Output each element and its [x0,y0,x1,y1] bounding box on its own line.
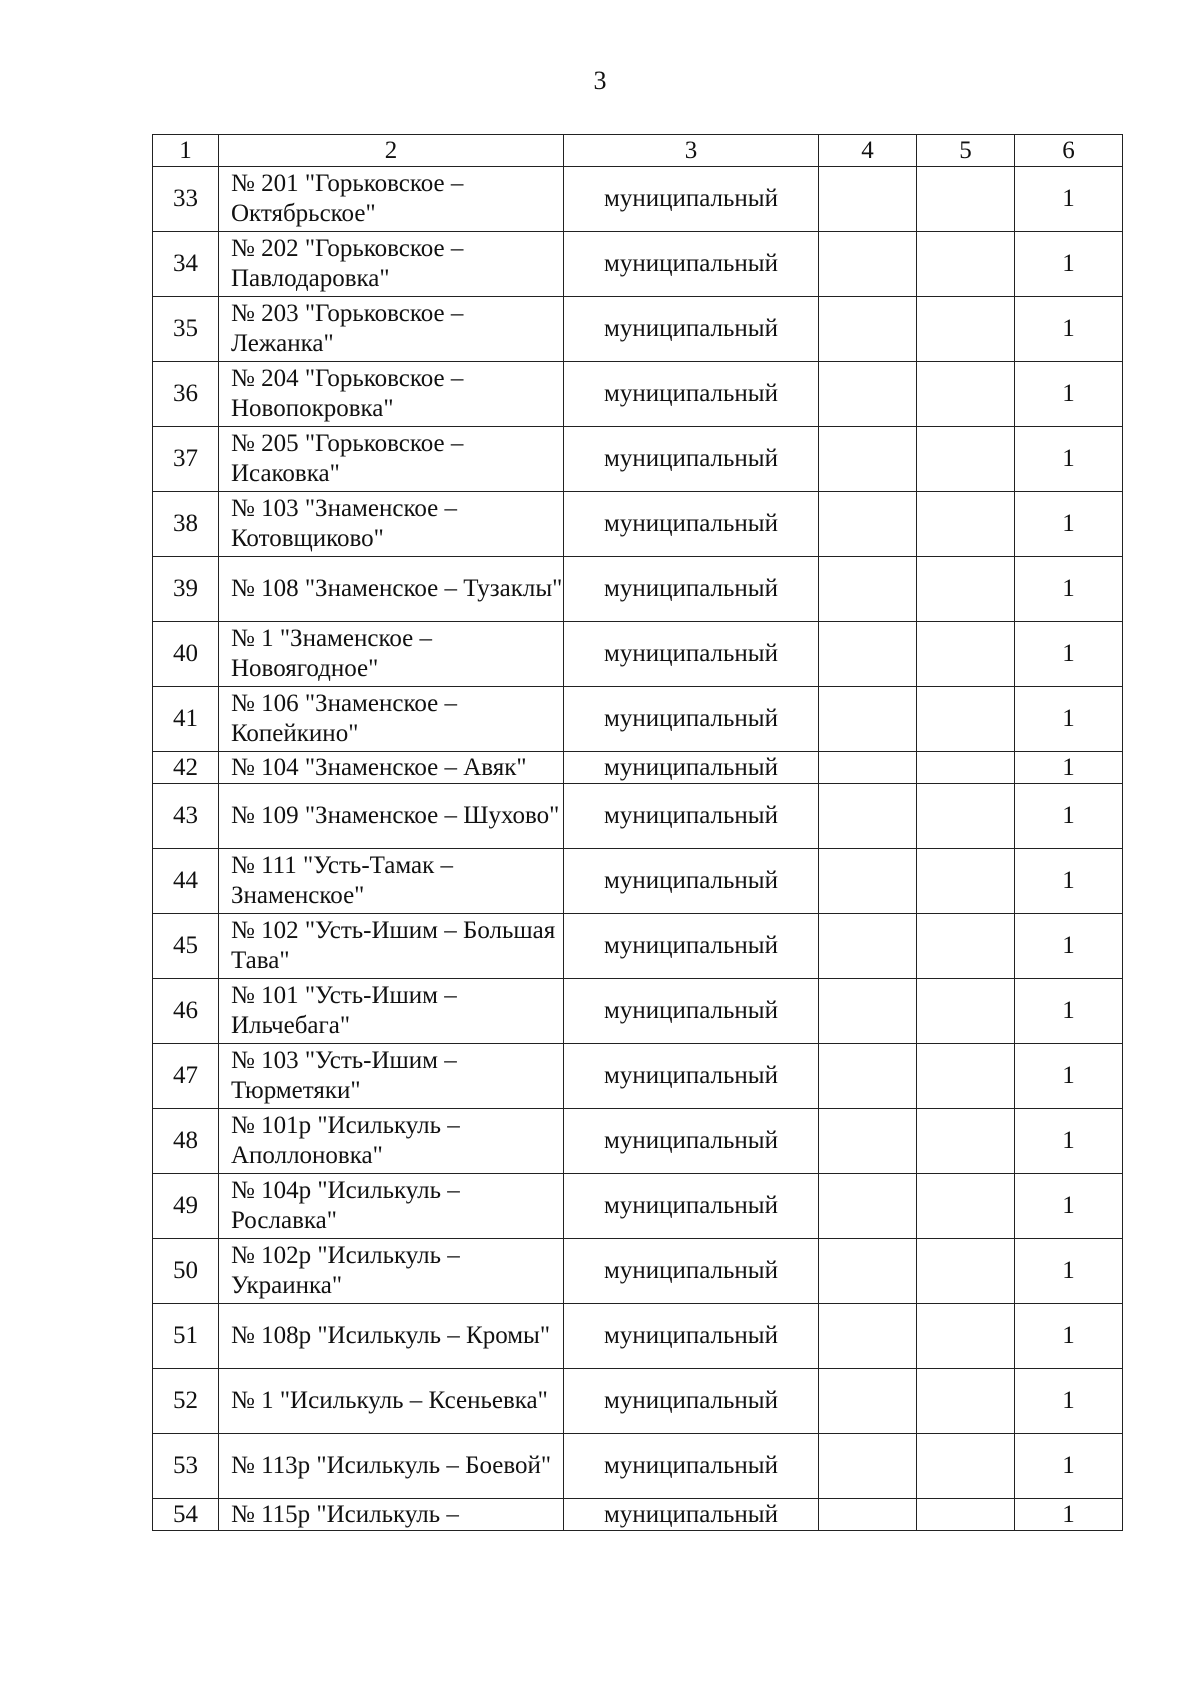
route-type-cell: муниципальный [564,1369,819,1434]
route-name-cell: № 103 "Усть-Ишим – Тюрметяки" [219,1044,564,1109]
column-5-cell [917,1044,1015,1109]
column-6-cell: 1 [1015,1174,1123,1239]
route-name-cell: № 115р "Исилькуль – [219,1499,564,1531]
route-name-cell: № 111 "Усть-Тамак – Знаменское" [219,849,564,914]
page-number: 3 [593,66,607,95]
route-type-cell: муниципальный [564,752,819,784]
route-name-cell: № 108 "Знаменское – Тузаклы" [219,557,564,622]
route-type-cell: муниципальный [564,167,819,232]
route-type-cell: муниципальный [564,979,819,1044]
column-4-cell [819,1174,917,1239]
route-type-cell: муниципальный [564,914,819,979]
column-4-cell [819,1369,917,1434]
column-5-cell [917,1239,1015,1304]
route-name-cell: № 203 "Горьковское – Лежанка" [219,297,564,362]
route-name-cell: № 104 "Знаменское – Авяк" [219,752,564,784]
row-number-cell: 36 [153,362,219,427]
column-5-cell [917,1369,1015,1434]
column-4-cell [819,492,917,557]
row-number-cell: 41 [153,687,219,752]
header-cell: 1 [153,135,219,167]
table-row [153,1434,1123,1499]
route-name-cell: № 102 "Усть-Ишим – Большая Тава" [219,914,564,979]
column-6-cell: 1 [1015,687,1123,752]
column-4-cell [819,232,917,297]
route-name-cell: № 106 "Знаменское – Копейкино" [219,687,564,752]
column-5-cell [917,1304,1015,1369]
row-number-cell: 48 [153,1109,219,1174]
column-4-cell [819,914,917,979]
column-4-cell [819,362,917,427]
table-row [153,687,1123,752]
table-row [153,492,1123,557]
route-type-cell: муниципальный [564,232,819,297]
route-type-cell: муниципальный [564,1499,819,1531]
row-number-cell: 45 [153,914,219,979]
column-6-cell: 1 [1015,297,1123,362]
column-6-cell: 1 [1015,849,1123,914]
route-type-cell: муниципальный [564,492,819,557]
route-name-cell: № 201 "Горьковское – Октябрьское" [219,167,564,232]
column-5-cell [917,979,1015,1044]
column-6-cell: 1 [1015,1304,1123,1369]
table-body [153,135,1123,1531]
column-5-cell [917,167,1015,232]
header-cell: 5 [917,135,1015,167]
column-6-cell: 1 [1015,1044,1123,1109]
table-row [153,1304,1123,1369]
route-type-cell: муниципальный [564,1239,819,1304]
table-row [153,427,1123,492]
table-row [153,914,1123,979]
row-number-cell: 52 [153,1369,219,1434]
route-name-cell: № 205 "Горьковское – Исаковка" [219,427,564,492]
row-number-cell: 33 [153,167,219,232]
route-type-cell: муниципальный [564,849,819,914]
column-4-cell [819,1044,917,1109]
column-6-cell: 1 [1015,167,1123,232]
route-name-cell: № 1 "Знаменское – Новоягодное" [219,622,564,687]
route-name-cell: № 204 "Горьковское – Новопокровка" [219,362,564,427]
header-cell: 2 [219,135,564,167]
column-5-cell [917,557,1015,622]
column-5-cell [917,1499,1015,1531]
route-type-cell: муниципальный [564,427,819,492]
row-number-cell: 38 [153,492,219,557]
column-4-cell [819,1304,917,1369]
route-type-cell: муниципальный [564,1109,819,1174]
route-type-cell: муниципальный [564,297,819,362]
column-4-cell [819,427,917,492]
column-5-cell [917,427,1015,492]
column-5-cell [917,1109,1015,1174]
route-name-cell: № 1 "Исилькуль – Ксеньевка" [219,1369,564,1434]
column-5-cell [917,752,1015,784]
route-type-cell: муниципальный [564,1434,819,1499]
column-4-cell [819,622,917,687]
route-name-cell: № 108р "Исилькуль – Кромы" [219,1304,564,1369]
table-row [153,849,1123,914]
column-6-cell: 1 [1015,492,1123,557]
row-number-cell: 49 [153,1174,219,1239]
column-4-cell [819,849,917,914]
table-row [153,622,1123,687]
row-number-cell: 53 [153,1434,219,1499]
column-6-cell: 1 [1015,232,1123,297]
column-6-cell: 1 [1015,1109,1123,1174]
table-row [153,1239,1123,1304]
table-row [153,979,1123,1044]
table-row [153,297,1123,362]
column-6-cell: 1 [1015,362,1123,427]
row-number-cell: 54 [153,1499,219,1531]
table-row [153,232,1123,297]
column-5-cell [917,492,1015,557]
row-number-cell: 40 [153,622,219,687]
column-4-cell [819,687,917,752]
column-5-cell [917,232,1015,297]
row-number-cell: 37 [153,427,219,492]
column-6-cell: 1 [1015,1434,1123,1499]
column-4-cell [819,1434,917,1499]
route-type-cell: муниципальный [564,362,819,427]
row-number-cell: 51 [153,1304,219,1369]
column-5-cell [917,297,1015,362]
table-row [153,167,1123,232]
route-name-cell: № 109 "Знаменское – Шухово" [219,784,564,849]
table-row [153,752,1123,784]
column-5-cell [917,1434,1015,1499]
route-type-cell: муниципальный [564,1044,819,1109]
column-5-cell [917,914,1015,979]
row-number-cell: 50 [153,1239,219,1304]
column-4-cell [819,752,917,784]
column-6-cell: 1 [1015,557,1123,622]
route-name-cell: № 102р "Исилькуль – Украинка" [219,1239,564,1304]
header-cell: 6 [1015,135,1123,167]
table-row [153,1044,1123,1109]
column-6-cell: 1 [1015,1239,1123,1304]
column-4-cell [819,297,917,362]
route-type-cell: муниципальный [564,784,819,849]
row-number-cell: 47 [153,1044,219,1109]
route-type-cell: муниципальный [564,557,819,622]
column-5-cell [917,362,1015,427]
column-5-cell [917,622,1015,687]
column-6-cell: 1 [1015,427,1123,492]
route-name-cell: № 103 "Знаменское – Котовщиково" [219,492,564,557]
column-4-cell [819,557,917,622]
column-5-cell [917,784,1015,849]
table-row [153,557,1123,622]
header-cell: 3 [564,135,819,167]
column-5-cell [917,849,1015,914]
column-6-cell: 1 [1015,1499,1123,1531]
table-row [153,362,1123,427]
column-5-cell [917,687,1015,752]
table-row [153,1174,1123,1239]
column-6-cell: 1 [1015,784,1123,849]
route-type-cell: муниципальный [564,622,819,687]
row-number-cell: 44 [153,849,219,914]
route-type-cell: муниципальный [564,1304,819,1369]
header-row [153,135,1123,167]
route-name-cell: № 101р "Исилькуль – Аполлоновка" [219,1109,564,1174]
table-row [153,1109,1123,1174]
route-type-cell: муниципальный [564,1174,819,1239]
route-name-cell: № 101 "Усть-Ишим – Ильчебага" [219,979,564,1044]
column-6-cell: 1 [1015,622,1123,687]
column-4-cell [819,1109,917,1174]
column-4-cell [819,1239,917,1304]
column-5-cell [917,1174,1015,1239]
table-row [153,1499,1123,1531]
route-name-cell: № 113р "Исилькуль – Боевой" [219,1434,564,1499]
column-4-cell [819,979,917,1044]
row-number-cell: 46 [153,979,219,1044]
table-row [153,784,1123,849]
route-name-cell: № 104р "Исилькуль – Рославка" [219,1174,564,1239]
row-number-cell: 42 [153,752,219,784]
row-number-cell: 34 [153,232,219,297]
table-row [153,1369,1123,1434]
column-4-cell [819,167,917,232]
column-6-cell: 1 [1015,752,1123,784]
column-6-cell: 1 [1015,914,1123,979]
column-6-cell: 1 [1015,979,1123,1044]
row-number-cell: 43 [153,784,219,849]
column-4-cell [819,1499,917,1531]
route-name-cell: № 202 "Горьковское – Павлодаровка" [219,232,564,297]
header-cell: 4 [819,135,917,167]
routes-table [152,134,1123,1531]
row-number-cell: 39 [153,557,219,622]
column-6-cell: 1 [1015,1369,1123,1434]
row-number-cell: 35 [153,297,219,362]
column-4-cell [819,784,917,849]
route-type-cell: муниципальный [564,687,819,752]
